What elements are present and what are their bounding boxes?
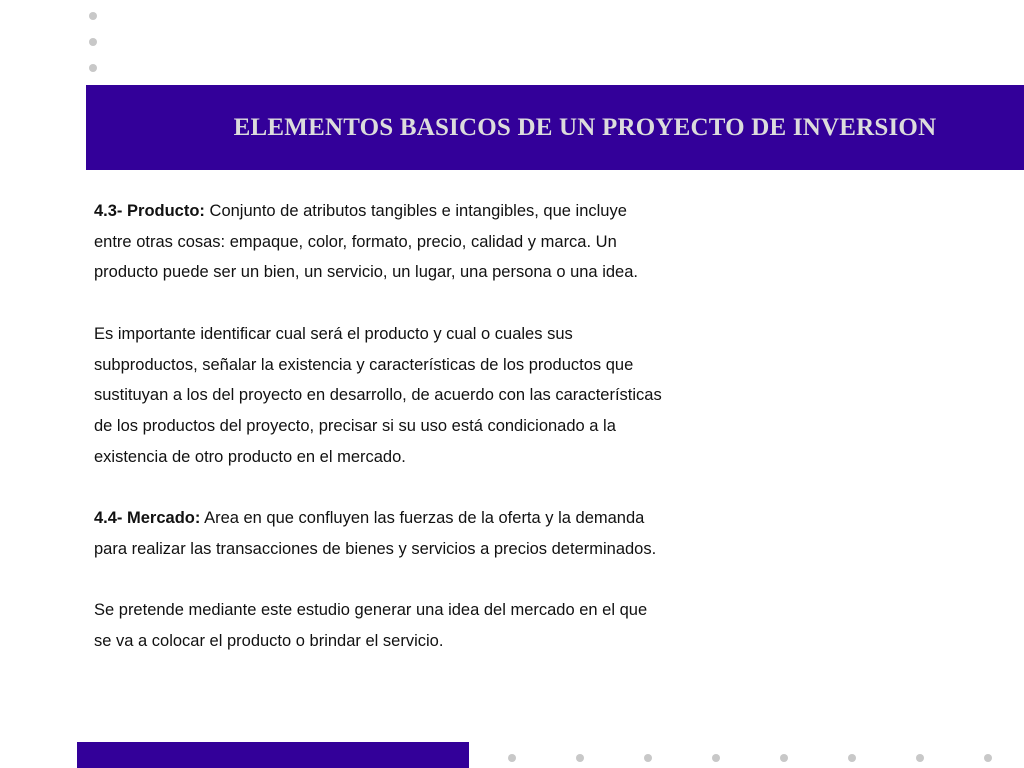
decorative-dot <box>576 754 584 762</box>
decorative-dot <box>780 754 788 762</box>
producto-detail-line: subproductos, señalar la existencia y características de los productos que <box>94 355 634 374</box>
decorative-dot <box>89 12 97 20</box>
mercado-line: para realizar las transacciones de bienes y servicios a precios determinados. <box>94 539 657 558</box>
paragraph-gap <box>94 288 714 319</box>
slide-title: ELEMENTOS BASICOS DE UN PROYECTO DE INVERSION <box>233 113 937 141</box>
producto-detail-line: sustituyan a los del proyecto en desarrollo, de acuerdo con las características <box>94 386 662 405</box>
mercado-detail-line: se va a colocar el producto o brindar el servicio. <box>94 631 444 650</box>
decorative-dot <box>508 754 516 762</box>
producto-line: producto puede ser un bien, un servicio, un lugar, una persona o una idea. <box>94 263 638 282</box>
decorative-dot <box>644 754 652 762</box>
decorative-dot <box>984 754 992 762</box>
paragraph-mercado <box>94 503 714 534</box>
producto-detail-line: de los productos del proyecto, precisar si su uso está condicionado a la <box>94 416 616 435</box>
producto-line: Conjunto de atributos tangibles e intangibles, que incluye <box>209 202 627 220</box>
paragraph-gap <box>94 564 714 595</box>
slide-body <box>94 196 714 657</box>
paragraph-gap <box>94 472 714 503</box>
producto-detail-line: existencia de otro producto en el mercado. <box>94 447 406 466</box>
mercado-detail-line: Se pretende mediante este estudio generar una idea del mercado en el que <box>94 601 648 620</box>
producto-label: 4.3- Producto: <box>94 202 205 220</box>
producto-line: entre otras cosas: empaque, color, formato, precio, calidad y marca. Un <box>94 232 617 251</box>
decorative-dot <box>712 754 720 762</box>
decorative-dot <box>89 64 97 72</box>
mercado-line: Area en que confluyen las fuerzas de la oferta y la demanda <box>204 509 645 527</box>
paragraph-producto <box>94 196 714 227</box>
decorative-dot <box>848 754 856 762</box>
title-bar <box>86 85 1024 170</box>
producto-detail-line: Es importante identificar cual será el producto y cual o cuales sus <box>94 324 573 343</box>
mercado-label: 4.4- Mercado: <box>94 509 201 527</box>
decorative-dot <box>89 38 97 46</box>
footer-bar <box>77 742 469 768</box>
decorative-dot <box>916 754 924 762</box>
